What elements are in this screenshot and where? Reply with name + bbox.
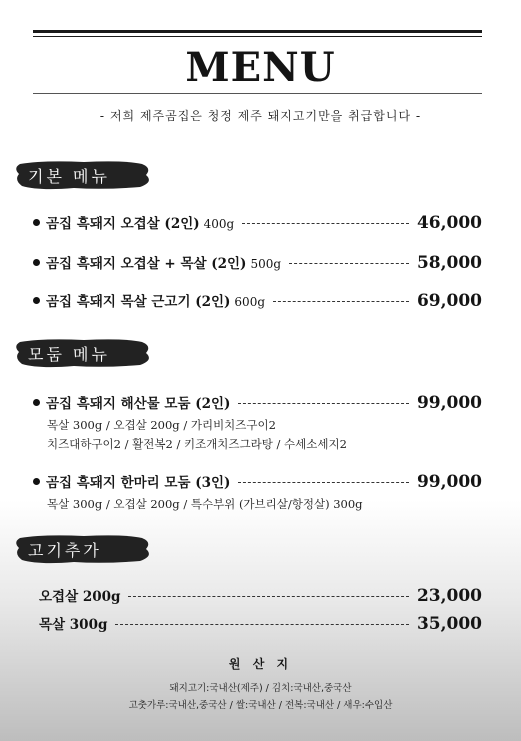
- item-price: 99,000: [416, 472, 482, 492]
- section-label-basic: 기본 메뉴: [28, 166, 110, 186]
- header-rule-top-thin: [33, 36, 482, 37]
- item-name: 곰집 흑돼지 목살 근고기 (2인): [46, 294, 231, 310]
- item-name: 곰집 흑돼지 오겹살 (2인): [46, 216, 200, 232]
- menu-item: [33, 290, 482, 311]
- header-rule-bottom: [33, 93, 482, 94]
- bullet-icon: [33, 297, 40, 304]
- add-item: [33, 585, 482, 606]
- item-name: 곰집 흑돼지 한마리 모둠 (3인): [46, 475, 231, 491]
- item-price: 46,000: [416, 213, 482, 233]
- item-weight: 500g: [250, 257, 282, 271]
- section-badge-combo: [14, 336, 146, 370]
- menu-title: MENU: [185, 44, 336, 91]
- add-item: [33, 613, 482, 634]
- origin-line: 고춧가루:국내산,중국산 / 쌀:국내산 / 전복:국내산 / 새우:수입산: [128, 700, 393, 711]
- origin-title: 원 산 지: [228, 657, 293, 671]
- item-name: 곰집 흑돼지 오겹살 + 목살 (2인): [46, 256, 247, 272]
- bullet-icon: [33, 219, 40, 226]
- item-description-line: 목살 300g / 오겹살 200g / 가리비치즈구이2: [47, 418, 276, 432]
- menu-item: [33, 471, 482, 514]
- dotted-leader: [238, 403, 409, 404]
- dotted-leader: [273, 301, 409, 302]
- bullet-icon: [33, 478, 40, 485]
- dotted-leader: [238, 482, 409, 483]
- item-price: 35,000: [416, 614, 482, 634]
- item-weight: 400g: [203, 217, 235, 231]
- item-description: [47, 495, 482, 514]
- dotted-leader: [115, 624, 409, 625]
- dotted-leader: [128, 596, 408, 597]
- item-price: 58,000: [416, 253, 482, 273]
- tagline: - 저희 제주곰집은 청정 제주 돼지고기만을 취급합니다 -: [99, 109, 422, 123]
- section-label-extra: 고기추가: [28, 540, 102, 560]
- menu-item: [33, 252, 482, 273]
- item-weight: 600g: [234, 295, 266, 309]
- menu-item: [33, 212, 482, 233]
- section-label-combo: 모둠 메뉴: [28, 344, 110, 364]
- section-badge-basic: [14, 158, 146, 192]
- menu-item: [33, 392, 482, 454]
- header-rule-top: [33, 30, 482, 33]
- item-description-line: 치즈대하구이2 / 활전복2 / 키조개치즈그라탕 / 수세소세지2: [47, 437, 347, 451]
- item-price: 99,000: [416, 393, 482, 413]
- item-price: 69,000: [416, 291, 482, 311]
- item-description: [47, 416, 482, 454]
- bullet-icon: [33, 259, 40, 266]
- dotted-leader: [289, 263, 409, 264]
- item-price: 23,000: [416, 586, 482, 606]
- item-name: 곰집 흑돼지 해산물 모둠 (2인): [46, 396, 231, 412]
- item-description-line: 목살 300g / 오겹살 200g / 특수부위 (가브리살/항정살) 300g: [47, 497, 363, 511]
- item-name: 오겹살 200g: [39, 589, 121, 605]
- section-badge-extra: [14, 532, 146, 566]
- dotted-leader: [242, 223, 409, 224]
- item-name: 목살 300g: [39, 617, 108, 633]
- bullet-icon: [33, 399, 40, 406]
- origin-line: 돼지고기:국내산(제주) / 김치:국내산,중국산: [169, 683, 352, 694]
